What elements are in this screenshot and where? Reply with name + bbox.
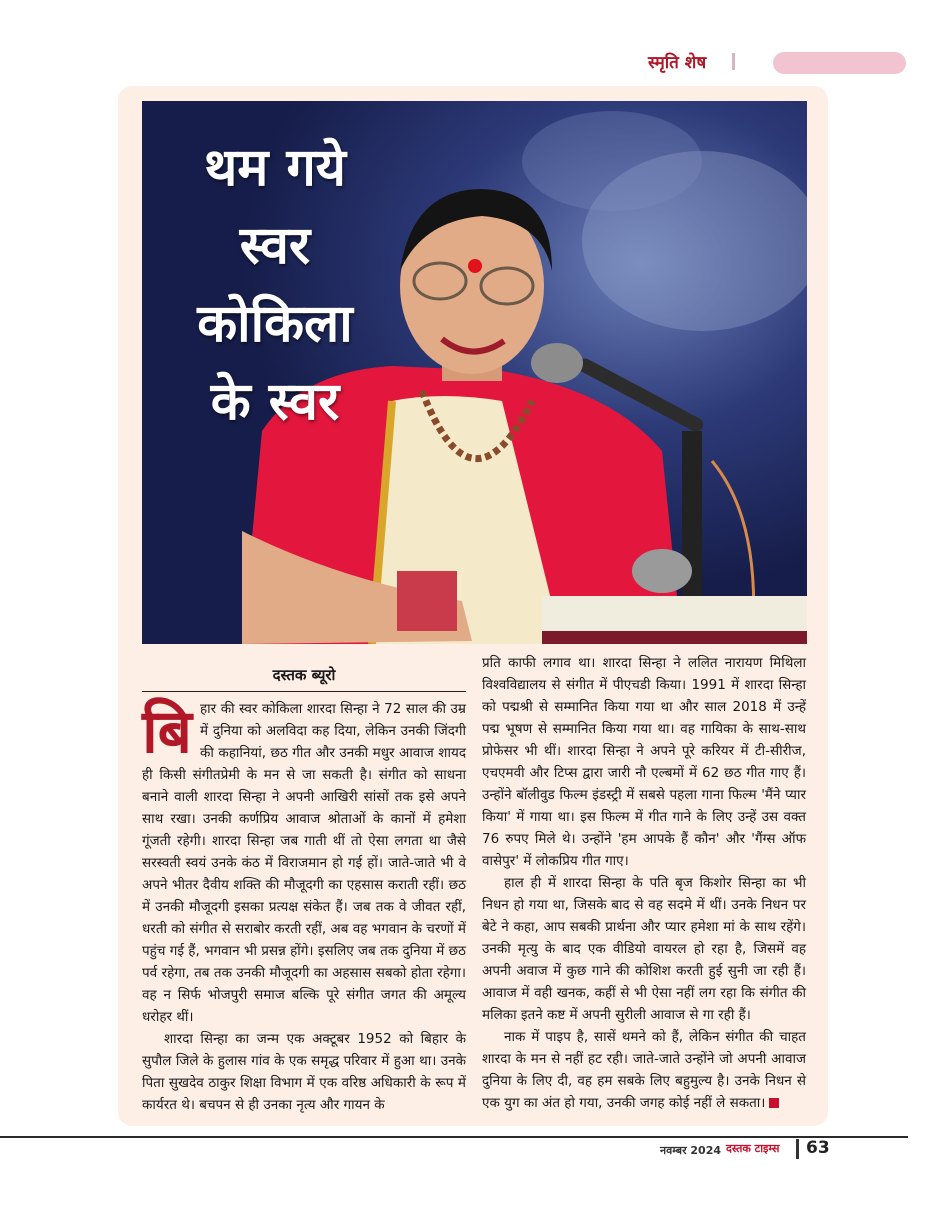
paragraph-text: नाक में पाइप है, सासें थमने को हैं, लेकिन संगीत की चाहत शारदा के मन से नहीं हट रही। जाते-जाते उन्होंने जो अपनी आवाज दुनिया के लिए दी, वह हम सबके लिए बहुमुल्य है। उनके निधन से एक युग का अंत हो गया, उनकी जगह कोई नहीं ले सकता। — [482, 1029, 806, 1111]
paragraph: हार की स्वर कोकिला शारदा सिन्हा ने 72 साल की उम्र में दुनिया को अलविदा कह दिया, लेकिन उनकी जिंदगी की कहानियां, छठ गीत और उनकी मधुर आवाज शायद ही किसी संगीतप्रेमी के मन से जा सकती है। संगीत को साधना बनाने वाली शारदा सिन्हा ने अपनी आखिरी सांसों तक इसे अपने साथ रखा। उनकी कर्णप्रिय आवाज श्रोताओं के कानों में हमेशा गूंजती रहेगी। शारदा सिन्हा जब गाती थीं तो ऐसा लगता था जैसे सरस्वती स्वयं उनके कंठ में विराजमान हो गई हों। जाते-जाते भी वे अपने भीतर दैवीय शक्ति की मौजूदगी का एहसास कराती रहीं। छठ में उनकी मौजूदगी इसका प्रत्यक्ष संकेत हैं। जब तक वे जीवत रहीं, धरती को संगीत से सराबोर करती रहीं, अब वह भगवान के चरणों में पहुंच गई हैं, भगवान भी प्रसन्न होंगे। इसलिए जब तक दुनिया में छठ पर्व रहेगा, तब तक उनकी मौजूदगी का अहसास सबको होता रहेगा। वह न सिर्फ भोजपुरी समाज बल्कि पूरे संगीत जगत की अमूल्य धरोहर थीं। — [142, 701, 466, 1025]
byline-block — [142, 662, 466, 692]
headline-line: थम गये — [204, 138, 346, 198]
article-column-right — [482, 652, 806, 1114]
footer-divider — [796, 1139, 799, 1159]
headline-line: कोकिला — [197, 294, 353, 354]
page-number: 63 — [806, 1138, 830, 1158]
footer-rule — [0, 1136, 908, 1138]
header-pill-decoration — [773, 52, 906, 74]
section-label: स्मृति शेष — [648, 53, 707, 73]
singer-photo — [142, 101, 807, 644]
issue-month: नवम्बर 2024 — [660, 1144, 722, 1157]
paragraph: शारदा सिन्हा का जन्म एक अक्टूबर 1952 को बिहार के सुपौल जिले के हुलास गांव के एक समृद्ध परिवार में हुआ था। उनके पिता सुखदेव ठाकुर शिक्षा विभाग में एक वरिष्ठ अधिकारी के रूप में कार्यरत थे। बचपन से ही उनका नृत्य और गायन के — [142, 1031, 466, 1113]
paragraph: प्रति काफी लगाव था। शारदा सिन्हा ने ललित नारायण मिथिला विश्वविद्यालय से संगीत में पीएचडी किया। 1991 में शारदा सिन्हा को पद्मश्री से सम्मानित किया गया था और साल 2018 में उन्हें पद्म भूषण से सम्मानित किया गया था। वह गायिका के साथ-साथ प्रोफेसर भी थीं। शारदा सिन्हा ने अपने पूरे करियर में टी-सीरीज, एचएमवी और टिप्स द्वारा जारी नौ एल्बमों में 62 छठ गीत गाए हैं। उन्होंने बॉलीवुड फिल्म इंडस्ट्री में सबसे पहला गाना फिल्म 'मैंने प्यार किया' में गाया था। इस फिल्म में गीत गाने के लिए उन्हें उस वक्त 76 रुपए मिले थे। उन्होंने 'हम आपके हैं कौन' और 'गैंग्स ऑफ वासेपुर' में लोकप्रिय गीत गाए। — [482, 655, 806, 869]
article-column-left — [142, 662, 466, 1116]
paragraph — [482, 1026, 806, 1114]
headline — [160, 129, 390, 441]
byline-rule — [142, 691, 466, 693]
byline: दस्तक ब्यूरो — [272, 666, 336, 684]
headline-line: के स्वर — [210, 372, 340, 432]
end-mark-icon — [769, 1098, 779, 1108]
section-divider — [732, 53, 735, 70]
drop-cap: बि — [142, 697, 192, 767]
headline-line: स्वर — [239, 216, 311, 276]
magazine-logo: दस्तक टाइम्स — [726, 1142, 780, 1155]
paragraph: हाल ही में शारदा सिन्हा के पति बृज किशोर सिन्हा का भी निधन हो गया था, जिसके बाद से वह सदमे में थीं। उनके निधन पर बेटे ने कहा, आप सबकी प्रार्थना और प्यार हमेशा मां के साथ रहेंगे। उनकी मृत्यु के बाद एक वीडियो वायरल हो रहा है, जिसमें वह अपनी अवाज में कुछ गाने की कोशिश करती हुई सुनी जा रही हैं। आवाज में वही खनक, कहीं से भी ऐसा नहीं लग रहा कि संगीत की मलिका इतने कष्ट में अपनी सुरीली आवाज से गा रही हैं। — [482, 875, 806, 1023]
